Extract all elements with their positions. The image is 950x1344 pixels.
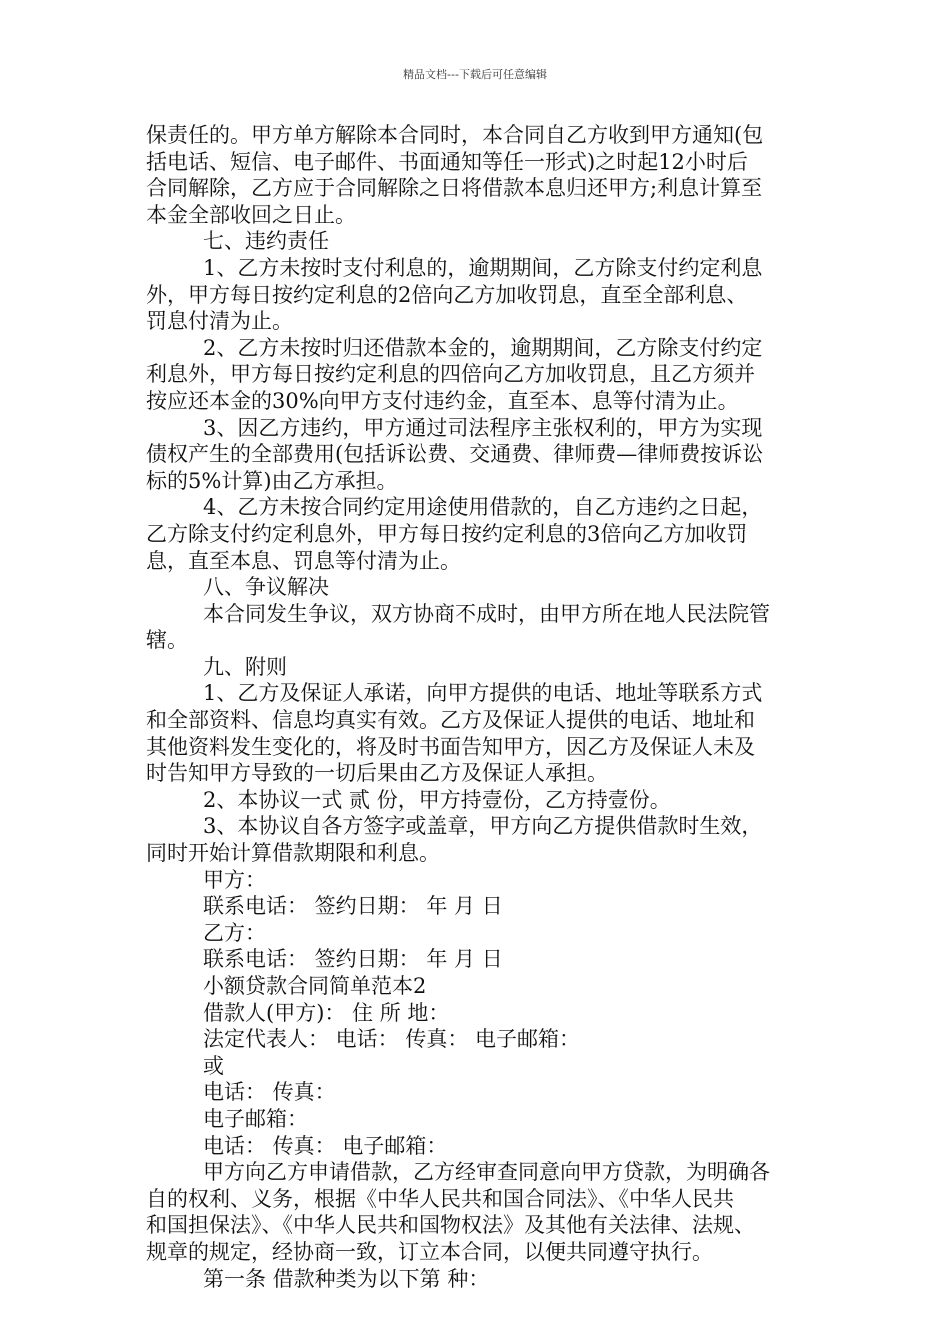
text-line: 规章的规定，经协商一致，订立本合同，以便共同遵守执行。 (146, 1239, 713, 1264)
text-line: 九、附则 (203, 654, 287, 679)
text-line: 标的5%计算)由乙方承担。 (146, 468, 398, 493)
text-line: 七、违约责任 (203, 229, 329, 254)
text-line: 2、乙方未按时归还借款本金的，逾期期间，乙方除支付约定 (203, 335, 763, 360)
page-header: 精品文档---下载后可任意编辑 (403, 68, 547, 81)
text-line: 法定代表人： 电话： 传真： 电子邮箱： (203, 1027, 581, 1052)
text-line: 4、乙方未按合同约定用途使用借款的，自乙方违约之日起， (203, 495, 763, 520)
text-line: 息，直至本息、罚息等付清为止。 (146, 548, 461, 573)
text-line: 借款人(甲方)： 住 所 地： (203, 1000, 450, 1025)
text-line: 合同解除，乙方应于合同解除之日将借款本息归还甲方;利息计算至 (146, 176, 763, 201)
text-line: 本合同发生争议，双方协商不成时，由甲方所在地人民法院管 (203, 601, 770, 626)
text-line: 罚息付清为止。 (146, 309, 293, 334)
text-line: 电子邮箱： (203, 1106, 308, 1131)
text-line: 联系电话： 签约日期： 年 月 日 (203, 947, 503, 972)
text-line: 同时开始计算借款期限和利息。 (146, 841, 440, 866)
text-line: 或 (203, 1053, 224, 1078)
text-line: 其他资料发生变化的，将及时书面告知甲方，因乙方及保证人未及 (146, 734, 755, 759)
text-line: 债权产生的全部费用(包括诉讼费、交通费、律师费—律师费按诉讼 (146, 442, 764, 467)
text-line: 八、争议解决 (203, 575, 329, 600)
text-line: 按应还本金的30%向甲方支付违约金，直至本、息等付清为止。 (146, 388, 739, 413)
text-line: 1、乙方未按时支付利息的，逾期期间，乙方除支付约定利息 (203, 255, 763, 280)
text-line: 联系电话： 签约日期： 年 月 日 (203, 894, 503, 919)
text-line: 电话： 传真： 电子邮箱： (203, 1133, 448, 1158)
text-line: 乙方除支付约定利息外，甲方每日按约定利息的3倍向乙方加收罚 (146, 521, 748, 546)
text-line: 1、乙方及保证人承诺，向甲方提供的电话、地址等联系方式 (203, 681, 763, 706)
text-line: 外，甲方每日按约定利息的2倍向乙方加收罚息，直至全部利息、 (146, 282, 748, 307)
text-line: 电话： 传真： (203, 1080, 336, 1105)
text-line: 和全部资料、信息均真实有效。乙方及保证人提供的电话、地址和 (146, 708, 755, 733)
text-line: 括电话、短信、电子邮件、书面通知等任一形式)之时起12小时后 (146, 149, 748, 174)
text-line: 小额贷款合同简单范本2 (203, 974, 427, 998)
text-line: 和国担保法》、《中华人民共和国物权法》及其他有关法律、法规、 (146, 1213, 755, 1238)
text-line: 自的权利、义务，根据《中华人民共和国合同法》、《中华人民共 (146, 1186, 734, 1211)
text-line: 3、本协议自各方签字或盖章，甲方向乙方提供借款时生效， (203, 814, 763, 839)
text-line: 保责任的。甲方单方解除本合同时，本合同自乙方收到甲方通知(包 (146, 123, 764, 147)
text-line: 甲方向乙方申请借款，乙方经审查同意向甲方贷款，为明确各 (203, 1160, 770, 1185)
text-line: 3、因乙方违约，甲方通过司法程序主张权利的，甲方为实现 (203, 415, 763, 440)
text-line: 乙方： (203, 920, 266, 945)
text-line: 甲方： (203, 867, 266, 892)
text-line: 2、本协议一式 贰 份，甲方持壹份，乙方持壹份。 (203, 787, 671, 812)
text-line: 辖。 (146, 628, 188, 653)
document-body (146, 122, 811, 1292)
text-line: 第一条 借款种类为以下第 种： (203, 1266, 490, 1291)
text-line: 时告知甲方导致的一切后果由乙方及保证人承担。 (146, 761, 608, 786)
text-line: 本金全部收回之日止。 (146, 202, 356, 227)
text-line: 利息外，甲方每日按约定利息的四倍向乙方加收罚息，且乙方须并 (146, 362, 755, 387)
